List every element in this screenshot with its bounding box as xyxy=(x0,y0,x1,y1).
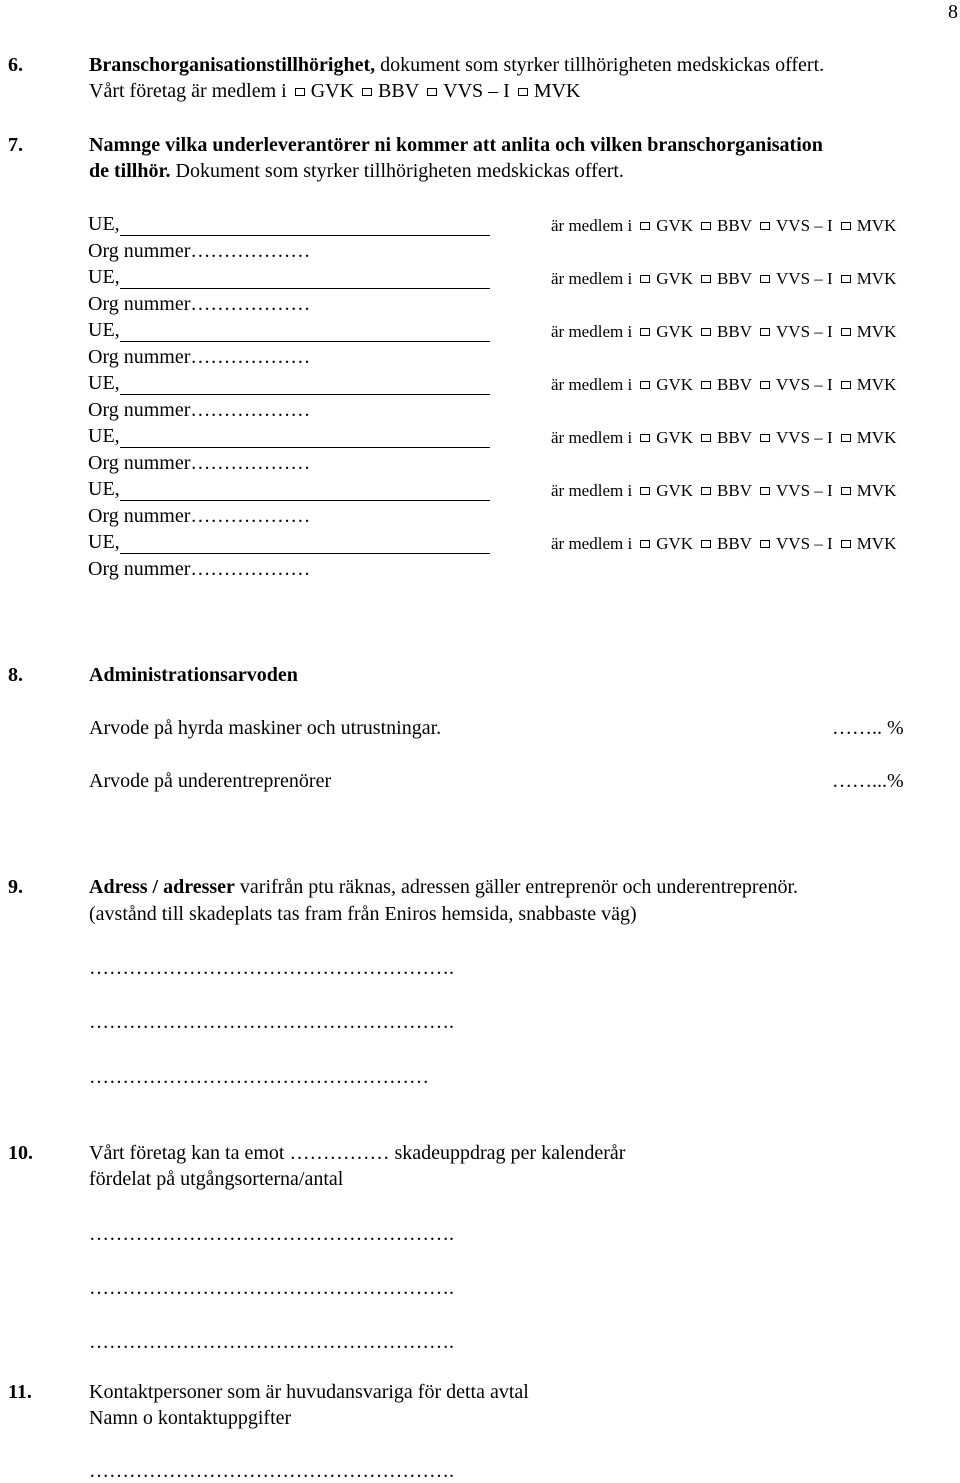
ue-member-label: är medlem i xyxy=(551,322,633,341)
address-line-2[interactable]: ………………………………………………. xyxy=(89,1011,454,1033)
org-label-vvs: VVS – I xyxy=(776,269,833,288)
ue-row xyxy=(88,212,948,262)
ue-name-field[interactable] xyxy=(88,265,490,289)
checkbox-bbv[interactable] xyxy=(701,487,711,495)
section-11-number: 11. xyxy=(8,1381,32,1403)
org-label-gvk: GVK xyxy=(656,216,694,235)
section-7-title-line1: Namnge vilka underleverantörer ni kommer att anlita och vilken branschorganisation xyxy=(89,134,823,156)
org-label-mvk: MVK xyxy=(856,216,897,235)
section-11-line1: Kontaktpersoner som är huvudansvariga för detta avtal xyxy=(89,1381,529,1403)
checkbox-gvk[interactable] xyxy=(640,275,650,283)
org-label-vvs: VVS – I xyxy=(776,375,833,394)
checkbox-vvs[interactable] xyxy=(427,88,437,96)
ue-membership xyxy=(551,533,896,555)
contact-line-1[interactable]: ………………………………………………. xyxy=(89,1460,454,1482)
org-label-mvk: MVK xyxy=(856,322,897,341)
org-number-field[interactable]: Org nummer……………… xyxy=(88,293,311,315)
org-label-bbv: BBV xyxy=(717,322,753,341)
ue-name-field[interactable] xyxy=(88,318,490,342)
ue-member-label: är medlem i xyxy=(551,216,633,235)
ue-row xyxy=(88,530,948,580)
org-number-field[interactable]: Org nummer……………… xyxy=(88,346,311,368)
ue-name-underline[interactable] xyxy=(120,429,490,448)
ue-prefix: UE, xyxy=(88,319,120,341)
org-label-vvs: VVS – I xyxy=(776,322,833,341)
ue-membership xyxy=(551,427,896,449)
org-label-mvk: MVK xyxy=(856,428,897,447)
ue-row xyxy=(88,477,948,527)
section-11-line2: Namn o kontaktuppgifter xyxy=(89,1407,292,1429)
checkbox-mvk[interactable] xyxy=(841,381,851,389)
checkbox-gvk[interactable] xyxy=(640,222,650,230)
ue-prefix: UE, xyxy=(88,372,120,394)
org-label-gvk: GVK xyxy=(656,428,694,447)
org-label-vvs: VVS – I xyxy=(776,481,833,500)
ue-name-underline[interactable] xyxy=(120,535,490,554)
checkbox-bbv[interactable] xyxy=(362,88,372,96)
section-8-number: 8. xyxy=(8,664,23,686)
ue-name-underline[interactable] xyxy=(120,217,490,236)
section-6-heading xyxy=(89,53,824,77)
ue-name-field[interactable] xyxy=(88,371,490,395)
checkbox-gvk[interactable] xyxy=(640,328,650,336)
fee-machines-label: Arvode på hyrda maskiner och utrustningar. xyxy=(89,717,442,739)
fee-subcontractors-label: Arvode på underentreprenörer xyxy=(89,770,332,792)
checkbox-mvk[interactable] xyxy=(518,88,528,96)
org-label-gvk: GVK xyxy=(656,534,694,553)
org-number-field[interactable]: Org nummer……………… xyxy=(88,505,311,527)
section-6-number: 6. xyxy=(8,54,23,76)
section-6-member-label: Vårt företag är medlem i xyxy=(89,80,287,102)
ue-prefix: UE, xyxy=(88,478,120,500)
org-label-bbv: BBV xyxy=(717,428,753,447)
address-line-1[interactable]: ………………………………………………. xyxy=(89,957,454,979)
checkbox-vvs[interactable] xyxy=(760,328,770,336)
section-10-number: 10. xyxy=(8,1142,33,1164)
fee-machines-value[interactable]: …….. % xyxy=(832,717,904,739)
org-label-vvs: VVS – I xyxy=(776,216,833,235)
page-number: 8 xyxy=(948,1,958,23)
org-label-gvk: GVK xyxy=(656,322,694,341)
ue-row xyxy=(88,318,948,368)
checkbox-vvs[interactable] xyxy=(760,222,770,230)
ue-member-label: är medlem i xyxy=(551,375,633,394)
checkbox-vvs[interactable] xyxy=(760,434,770,442)
checkbox-bbv[interactable] xyxy=(701,222,711,230)
ue-name-field[interactable] xyxy=(88,212,490,236)
org-label-bbv: BBV xyxy=(378,80,420,102)
ue-name-field[interactable] xyxy=(88,477,490,501)
checkbox-mvk[interactable] xyxy=(841,487,851,495)
ue-membership xyxy=(551,215,896,237)
checkbox-vvs[interactable] xyxy=(760,381,770,389)
org-label-mvk: MVK xyxy=(856,269,897,288)
ue-name-field[interactable] xyxy=(88,530,490,554)
assignments-per-year-field[interactable]: …………… xyxy=(289,1142,390,1164)
distribution-line-3[interactable]: ………………………………………………. xyxy=(89,1331,454,1353)
org-number-field[interactable]: Org nummer……………… xyxy=(88,240,311,262)
section-7-title-line2: de tillhör. Dokument som styrker tillhörigheten medskickas offert. xyxy=(89,160,624,182)
ue-prefix: UE, xyxy=(88,531,120,553)
ue-row xyxy=(88,265,948,315)
org-label-vvs: VVS – I xyxy=(776,534,833,553)
ue-name-underline[interactable] xyxy=(120,376,490,395)
ue-member-label: är medlem i xyxy=(551,534,633,553)
checkbox-gvk[interactable] xyxy=(640,434,650,442)
org-label-vvs: VVS – I xyxy=(776,428,833,447)
ue-membership xyxy=(551,480,896,502)
checkbox-mvk[interactable] xyxy=(841,328,851,336)
checkbox-bbv[interactable] xyxy=(701,381,711,389)
checkbox-gvk[interactable] xyxy=(295,88,305,96)
ue-name-underline[interactable] xyxy=(120,270,490,289)
checkbox-mvk[interactable] xyxy=(841,275,851,283)
org-number-field[interactable]: Org nummer……………… xyxy=(88,452,311,474)
fee-subcontractors-value[interactable]: ……...% xyxy=(832,770,904,792)
section-7-number: 7. xyxy=(8,134,23,156)
checkbox-vvs[interactable] xyxy=(760,275,770,283)
checkbox-bbv[interactable] xyxy=(701,540,711,548)
ue-row xyxy=(88,371,948,421)
org-number-field[interactable]: Org nummer……………… xyxy=(88,558,311,580)
section-8-title: Administrationsarvoden xyxy=(89,664,298,686)
org-label-mvk: MVK xyxy=(856,534,897,553)
section-10-line1: Vårt företag kan ta emot …………… skadeuppdrag per kalenderår xyxy=(89,1142,626,1164)
checkbox-mvk[interactable] xyxy=(841,222,851,230)
org-label-mvk: MVK xyxy=(856,481,897,500)
section-10-line2: fördelat på utgångsorterna/antal xyxy=(89,1168,344,1190)
ue-name-underline[interactable] xyxy=(120,482,490,501)
checkbox-gvk[interactable] xyxy=(640,487,650,495)
checkbox-vvs[interactable] xyxy=(760,540,770,548)
org-number-field[interactable]: Org nummer……………… xyxy=(88,399,311,421)
org-label-gvk: GVK xyxy=(656,375,694,394)
checkbox-bbv[interactable] xyxy=(701,275,711,283)
checkbox-bbv[interactable] xyxy=(701,434,711,442)
distribution-line-2[interactable]: ………………………………………………. xyxy=(89,1277,454,1299)
ue-prefix: UE, xyxy=(88,266,120,288)
section-9-number: 9. xyxy=(8,876,23,898)
section-9-note: (avstånd till skadeplats tas fram från Eniros hemsida, snabbaste väg) xyxy=(89,903,637,925)
section-6-title: Branschorganisationstillhörighet, xyxy=(89,54,376,76)
org-label-gvk: GVK xyxy=(656,269,694,288)
ue-name-underline[interactable] xyxy=(120,323,490,342)
ue-row xyxy=(88,424,948,474)
ue-member-label: är medlem i xyxy=(551,269,633,288)
checkbox-mvk[interactable] xyxy=(841,540,851,548)
section-6-desc: dokument som styrker tillhörigheten medskickas offert. xyxy=(375,54,825,76)
ue-membership xyxy=(551,268,896,290)
ue-membership xyxy=(551,374,896,396)
ue-prefix: UE, xyxy=(88,425,120,447)
checkbox-vvs[interactable] xyxy=(760,487,770,495)
ue-prefix: UE, xyxy=(88,213,120,235)
org-label-gvk: GVK xyxy=(656,481,694,500)
org-label-bbv: BBV xyxy=(717,269,753,288)
section-9-heading: Adress / adresser varifrån ptu räknas, adressen gäller entreprenör och underentreprenör. xyxy=(89,876,798,898)
org-label-bbv: BBV xyxy=(717,481,753,500)
ue-member-label: är medlem i xyxy=(551,481,633,500)
org-label-mvk: MVK xyxy=(856,375,897,394)
checkbox-bbv[interactable] xyxy=(701,328,711,336)
checkbox-mvk[interactable] xyxy=(841,434,851,442)
org-label-bbv: BBV xyxy=(717,375,753,394)
checkbox-gvk[interactable] xyxy=(640,381,650,389)
org-label-bbv: BBV xyxy=(717,534,753,553)
ue-member-label: är medlem i xyxy=(551,428,633,447)
org-label-gvk: GVK xyxy=(310,80,355,102)
org-label-bbv: BBV xyxy=(717,216,753,235)
ue-name-field[interactable] xyxy=(88,424,490,448)
checkbox-gvk[interactable] xyxy=(640,540,650,548)
org-label-mvk: MVK xyxy=(533,80,581,102)
org-label-vvs: VVS – I xyxy=(443,80,510,102)
address-line-3[interactable]: …………………………………………… xyxy=(89,1066,429,1088)
ue-membership xyxy=(551,321,896,343)
distribution-line-1[interactable]: ………………………………………………. xyxy=(89,1223,454,1245)
section-6-membership xyxy=(89,79,581,103)
